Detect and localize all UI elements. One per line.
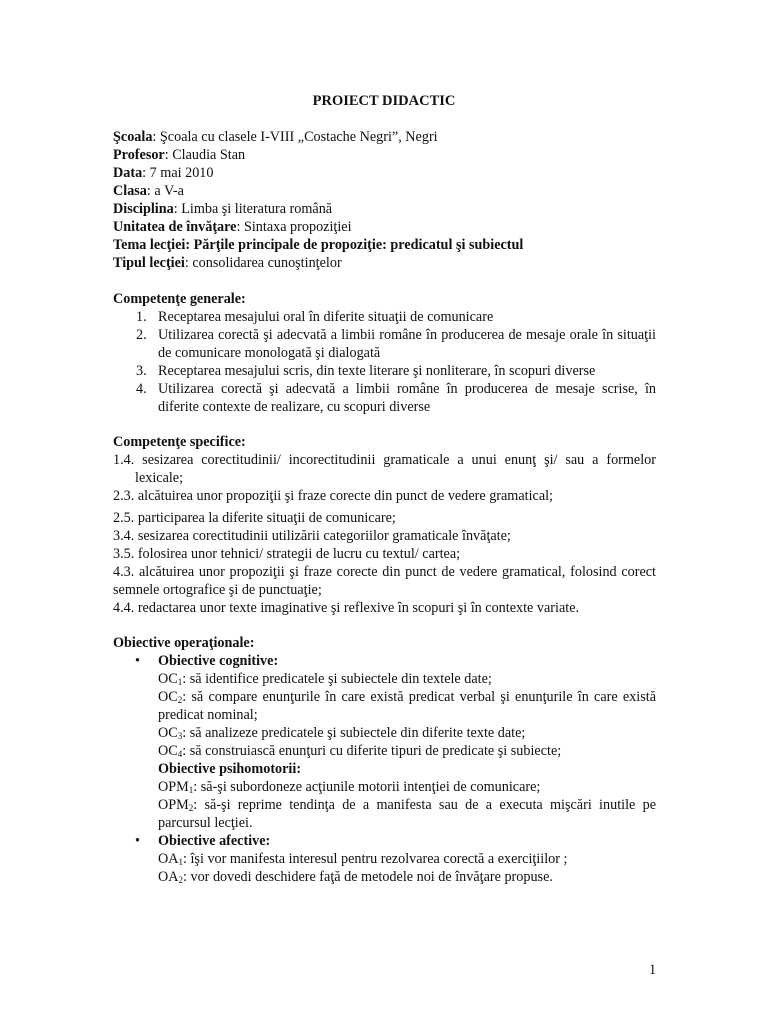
list-item: 1.4. sesizarea corectitudinii/ incorectitudinii gramaticale a unui enunţ şi/ sau a formelor lexicale;	[113, 452, 656, 486]
objectives-cognitive-list	[113, 670, 656, 832]
list-item	[136, 380, 656, 416]
page-number: 1	[649, 962, 657, 978]
info-label: Profesor	[113, 147, 165, 163]
objective-text: : să construiască enunţuri cu diferite tipuri de predicate şi subiecte;	[182, 743, 562, 759]
objective-text: : să compare enunţurile în care există predicat verbal şi enunţurile în care există predicat nominal;	[158, 689, 656, 723]
objective-index: 2	[188, 803, 194, 813]
objective-code: OC	[158, 743, 178, 759]
objective-item	[158, 688, 656, 724]
info-class	[113, 182, 523, 200]
info-label: Data	[113, 165, 143, 181]
info-value: : Claudia Stan	[164, 147, 246, 163]
objective-index: 4	[177, 749, 183, 759]
list-text: Receptarea mesajului scris, din texte literare şi nonliterare, în scopuri diverse	[158, 363, 596, 379]
list-item: 4.4. redactarea unor texte imaginative şi reflexive în scopuri şi în contexte variate.	[113, 600, 580, 616]
list-text: Utilizarea corectă şi adecvată a limbii române în producerea de mesaje orale în situaţii de comunicare monologată şi dialogată	[158, 327, 656, 361]
bullet-icon: •	[135, 833, 140, 849]
objective-text: : să identifice predicatele şi subiectele din textele date;	[182, 671, 492, 687]
info-value: : consolidarea cunoştinţelor	[184, 255, 342, 271]
general-competences-heading: Competenţe generale:	[113, 291, 246, 307]
info-label: Şcoala	[113, 129, 153, 145]
info-value: : 7 mai 2010	[142, 165, 214, 181]
info-value: : a V-a	[146, 183, 184, 199]
list-number: 4.	[136, 381, 147, 397]
list-item: 2.3. alcătuirea unor propoziţii şi fraze corecte din punct de vedere gramatical;	[113, 488, 553, 504]
objective-index: 1	[177, 677, 183, 687]
info-label: Clasa	[113, 183, 147, 199]
specific-competences-list	[113, 451, 656, 617]
objective-index: 2	[178, 875, 183, 885]
specific-competences-heading: Competenţe specifice:	[113, 434, 246, 450]
document-title: PROIECT DIDACTIC	[312, 93, 456, 109]
list-number: 1.	[136, 309, 147, 325]
objective-code: OA	[158, 869, 179, 885]
list-text: Receptarea mesajului oral în diferite situaţii de comunicare	[158, 309, 494, 325]
list-item: 2.5. participarea la diferite situaţii de comunicare;	[113, 510, 396, 526]
objective-text: : să-şi subordoneze acţiunile motorii intenţiei de comunicare;	[193, 779, 541, 795]
list-number: 3.	[136, 363, 147, 379]
info-lesson-theme	[113, 236, 523, 254]
objective-code: OC	[158, 725, 178, 741]
info-label: Unitatea de învăţare	[113, 219, 237, 235]
objective-index: 2	[177, 695, 183, 705]
objective-category-label: Obiective cognitive:	[158, 653, 279, 669]
info-lesson-type	[113, 254, 523, 272]
operational-objectives-heading: Obiective operaţionale:	[113, 635, 255, 651]
objective-code: OPM	[158, 779, 189, 795]
info-learning-unit	[113, 218, 523, 236]
list-text: Utilizarea corectă şi adecvată a limbii române în producerea de mesaje scrise, în diferite contexte de realizare, cu scopuri diverse	[158, 381, 656, 415]
objective-index: 3	[177, 731, 183, 741]
objective-item	[158, 742, 656, 760]
bullet-icon: •	[135, 653, 140, 669]
list-item	[136, 326, 656, 362]
objective-category-label: Obiective afective:	[158, 833, 271, 849]
lesson-info	[113, 128, 523, 272]
info-value: : Sintaxa propoziţiei	[236, 219, 352, 235]
list-item	[136, 362, 656, 380]
objective-text: : vor dovedi deschidere faţă de metodele noi de învăţare propuse.	[183, 869, 553, 885]
info-label: Tema lecţiei	[113, 237, 186, 253]
objective-item	[158, 724, 656, 742]
list-item	[136, 308, 656, 326]
objective-index: 1	[188, 785, 194, 795]
list-item: 3.4. sesizarea corectitudinii utilizării categoriilor gramaticale învăţate;	[113, 528, 511, 544]
objective-item	[158, 850, 656, 868]
objectives-affective-heading	[113, 832, 656, 850]
objective-item	[158, 670, 656, 688]
info-value: : Limba şi literatura română	[173, 201, 333, 217]
objective-item	[158, 778, 656, 796]
objective-code: OPM	[158, 797, 189, 813]
info-value: : Şcoala cu clasele I-VIII „Costache Negri”, Negri	[152, 129, 438, 145]
operational-objectives	[113, 652, 656, 886]
objectives-affective-list	[113, 850, 656, 886]
list-item: 3.5. folosirea unor tehnici/ strategii de lucru cu textul/ cartea;	[113, 546, 461, 562]
list-number: 2.	[136, 327, 147, 343]
objective-code: OC	[158, 689, 178, 705]
objective-text: : să analizeze predicatele şi subiectele din diferite texte date;	[182, 725, 526, 741]
info-date	[113, 164, 523, 182]
objective-text: : îşi vor manifesta interesul pentru rezolvarea corectă a exerciţiilor ;	[183, 851, 568, 867]
objective-code: OC	[158, 671, 178, 687]
objective-code: OA	[158, 851, 179, 867]
objective-index: 1	[178, 857, 183, 867]
objective-item	[158, 868, 656, 886]
info-discipline	[113, 200, 523, 218]
general-competences-list	[136, 308, 656, 416]
info-label: Tipul lecţiei	[113, 255, 185, 271]
objective-text: : să-şi reprime tendinţa de a manifesta sau de a executa mişcări inutile pe parcursul lecţiei.	[158, 797, 656, 831]
objectives-cognitive-heading	[113, 652, 656, 670]
info-teacher	[113, 146, 523, 164]
info-value: : Părţile principale de propoziţie: predicatul şi subiectul	[185, 237, 524, 253]
list-item: 4.3. alcătuirea unor propoziţii şi fraze corecte din punct de vedere gramatical, folosind corect semnele ortografice şi de punctuaţie;	[113, 564, 656, 598]
objective-item	[158, 796, 656, 832]
objective-category-label: Obiective psihomotorii:	[158, 761, 302, 777]
info-label: Disciplina	[113, 201, 174, 217]
info-school	[113, 128, 523, 146]
